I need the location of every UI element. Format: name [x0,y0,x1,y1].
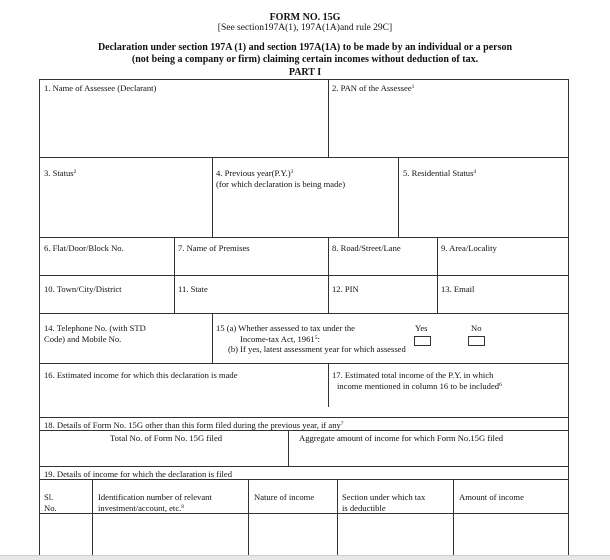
name-of-assessee-field[interactable] [44,83,156,94]
pan-footnote: 1 [411,84,415,90]
telephone-field[interactable] [44,323,146,344]
road-street-field[interactable] [332,243,401,254]
other-forms-footnote: 7 [340,421,344,427]
pin-field[interactable] [332,284,359,295]
yes-label: Yes [415,323,428,333]
latest-assessment-year-label: (b) If yes, latest assessment year for which assessed [228,344,406,354]
income-tax-act-label: Income-tax Act, 1961 [240,333,315,344]
assessed-to-tax-label: 15 (a) Whether assessed to tax under the [216,323,355,333]
estimated-total-income-sublabel: income mentioned in column 16 to be included [337,380,500,391]
email-label: 13. Email [441,284,475,294]
identification-label: Identification number of relevant [98,492,212,502]
no-label: No [471,323,482,333]
declaration-line-2: (not being a company or firm) claiming certain incomes without deduction of tax. [131,54,479,65]
section-column-header [342,492,425,513]
telephone-label: 14. Telephone No. (with STD [44,323,146,333]
email-field[interactable] [441,284,474,295]
form-declaration [0,42,610,66]
telephone-sublabel: Code) and Mobile No. [44,333,122,344]
previous-year-sublabel: (for which declaration is being made) [216,178,346,189]
form-title: FORM NO. 15G [269,12,341,23]
form-subtitle: [See section197A(1), 197A(1A)and rule 29C] [217,23,393,33]
state-label: 11. State [178,284,208,294]
section-label: Section under which tax [342,492,426,502]
amount-of-income-column-header: Amount of income [459,492,524,502]
part-heading: PART I [288,67,322,78]
sl-no-column-header [44,492,57,513]
other-forms-label: 18. Details of Form No. 15G other than this form filed during the previous year, if any [44,420,341,430]
identification-footnote: 8 [181,503,185,510]
sl-label: Sl. [44,492,54,502]
premises-label: 7. Name of Premises [178,243,250,253]
declaration-line-1: Declaration under section 197A (1) and section 197A(1A) to be made by an individual or a person [97,42,513,53]
section-sublabel: is deductible [342,502,386,513]
estimated-total-income-label: 17. Estimated total income of the P.Y. in which [332,370,494,380]
town-city-label: 10. Town/City/District [44,284,122,294]
estimated-total-income-field[interactable] [332,370,502,391]
previous-year-label: 4. Previous year(P.Y.) [216,168,291,178]
no-checkbox[interactable] [468,336,485,346]
name-of-assessee-label: 1. Name of Assessee (Declarant) [44,83,157,93]
yes-checkbox[interactable] [414,336,431,346]
total-forms-column-header: Total No. of Form No. 15G filed [110,433,223,443]
income-tax-act-footnote: 5 [314,334,318,341]
town-city-field[interactable] [44,284,122,295]
previous-year-field[interactable] [216,168,345,189]
identification-sublabel: investment/account, etc. [98,502,182,513]
section-18-heading [44,420,344,431]
section-19-heading: 19. Details of income for which the declaration is filed [44,469,233,479]
premises-field[interactable] [178,243,250,254]
status-label: 3. Status [44,168,74,178]
road-street-label: 8. Road/Street/Lane [332,243,401,253]
aggregate-income-column-header: Aggregate amount of income for which Form No.15G filed [299,433,504,443]
area-locality-field[interactable] [441,243,497,254]
flat-door-field[interactable] [44,243,124,254]
identification-column-header [98,492,212,513]
residential-status-field[interactable] [403,168,476,179]
horizontal-scrollbar[interactable] [0,555,610,560]
area-locality-label: 9. Area/Locality [441,243,497,253]
pin-label: 12. PIN [332,284,359,294]
estimated-income-label: 16. Estimated income for which this declaration is made [44,370,238,380]
assessed-to-tax-question [216,323,406,355]
residential-status-label: 5. Residential Status [403,168,474,178]
pan-field[interactable] [332,83,414,94]
income-tax-act-colon: : [317,333,320,344]
state-field[interactable] [178,284,208,295]
previous-year-footnote: 3 [290,169,294,175]
nature-of-income-column-header: Nature of income [254,492,315,502]
residential-status-footnote: 4 [473,169,477,175]
flat-door-label: 6. Flat/Door/Block No. [44,243,124,253]
pan-label: 2. PAN of the Assessee [332,83,412,93]
estimated-income-field[interactable] [44,370,238,381]
estimated-total-income-footnote: 6 [499,381,502,388]
no-label-column: No. [44,502,57,513]
status-footnote: 2 [73,169,77,175]
form-table [39,79,569,555]
status-field[interactable] [44,168,76,179]
